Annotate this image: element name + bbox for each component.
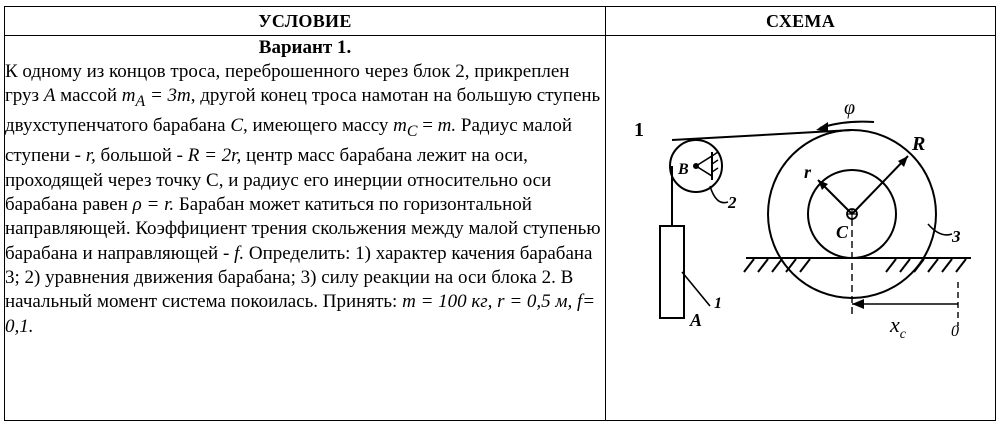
label-phi: φ (844, 97, 856, 119)
text-italic: C (230, 115, 243, 137)
text-italic: m (393, 115, 407, 137)
figure-number: 1 (634, 119, 644, 141)
text-part: Барабан может катиться по горизонтальной направляющей. Коэффициент трения скольжения между малой ступенью барабана и направляющей - (5, 194, 601, 264)
text-italic: m = 100 кг, r = 0,5 м, f= 0,1. (5, 291, 596, 337)
label-0: 0 (951, 323, 959, 340)
text-part: центр масс барабана лежит на оси, проходящей через точку С, и радиус его инерции относительно оси барабана равен (5, 145, 552, 216)
condition-text (5, 60, 605, 339)
text-italic: = 3m (145, 85, 191, 107)
text-italic: R = 2r, (187, 145, 242, 167)
label-1: 1 (714, 295, 722, 312)
text-part: , другой конец троса намотан на большую ступень двухступенчатого барабана (5, 85, 601, 137)
label-r: r (804, 162, 812, 182)
scheme-cell (606, 36, 996, 421)
label-x: x (890, 312, 900, 337)
label-R: R (912, 133, 926, 155)
label-C: C (836, 222, 849, 242)
mechanism-diagram (606, 36, 994, 420)
text-italic: f. (234, 242, 245, 264)
text-italic: m. (437, 115, 457, 137)
text-part: , имеющего массу (243, 115, 394, 137)
text-italic: A (43, 85, 56, 107)
label-xc-sub: c (899, 327, 906, 342)
condition-header: УСЛОВИЕ (5, 7, 606, 36)
text-part: К одному из концов троса, переброшенного через блок 2, прикреплен груз (5, 61, 570, 107)
text-part: массой (55, 85, 122, 107)
text-italic: m (121, 85, 136, 107)
text-part: Определить: 1) характер качения барабана 3; 2) уравнения движения барабана; 3) силу реакции на оси блока 2. В начальный момент система покоилась. Принять: (5, 242, 593, 313)
text-italic: r, (85, 145, 96, 167)
label-3: 3 (952, 227, 961, 246)
condition-cell (5, 36, 606, 421)
ground-hatch (744, 258, 971, 272)
variant-title: Вариант 1. (258, 37, 352, 58)
load-A (660, 226, 684, 318)
label-xc (889, 312, 907, 342)
label-A: A (690, 310, 703, 330)
scheme-header: СХЕМА (606, 7, 996, 36)
rotation-arrow-phi (820, 122, 874, 128)
label-B: B (678, 161, 689, 178)
text-part: Радиус малой ступени - (5, 115, 573, 167)
text-subscript: A (135, 93, 146, 111)
text-subscript: C (406, 123, 418, 141)
text-part: = (417, 115, 438, 137)
radius-R-arrow (852, 156, 908, 214)
text-part: большой - (95, 145, 188, 167)
label-2: 2 (728, 193, 737, 212)
problem-table (4, 6, 996, 421)
text-italic: ρ = r. (132, 194, 175, 216)
